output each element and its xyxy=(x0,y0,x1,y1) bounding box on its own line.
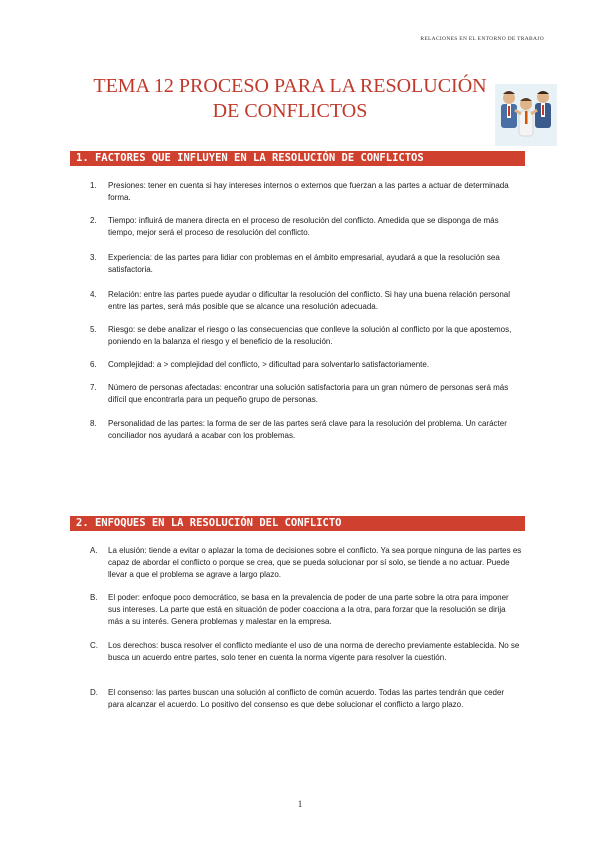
list-marker: 5. xyxy=(90,325,97,334)
list-item xyxy=(90,418,522,442)
list-marker: 8. xyxy=(90,419,97,428)
list-item xyxy=(90,180,522,204)
list-text: Riesgo: se debe analizar el riesgo o las consecuencias que conlleve la solución al conflicto por la que apostemos, poniendo en la balanza el riesgo y el beneficio de la resolución. xyxy=(108,325,512,346)
list-text: Los derechos: busca resolver el conflicto mediante el uso de una norma de derecho previamente establecida. No se busca un acuerdo entre partes, solo tener en cuenta la norma vigente para resolver la cuestión. xyxy=(108,641,520,662)
list-marker: 1. xyxy=(90,181,97,190)
list-text: Tiempo: influirá de manera directa en el proceso de resolución del conflicto. Amedida que se disponga de más tiempo, mejor será el proceso de resolución del conflicto. xyxy=(108,216,499,237)
list-marker: 6. xyxy=(90,360,97,369)
list-text: Presiones: tener en cuenta si hay intereses internos o externos que fuerzan a las partes a actuar de determinada forma. xyxy=(108,181,509,202)
title-line-2: DE CONFLICTOS xyxy=(212,100,368,122)
list-marker: 7. xyxy=(90,383,97,392)
list-text: Relación: entre las partes puede ayudar o dificultar la resolución del conflicto. Si hay una buena relación personal entre las partes, será más posible que se alcance una resolución adecuada. xyxy=(108,290,511,311)
list-marker: 2. xyxy=(90,216,97,225)
list-item xyxy=(90,289,522,313)
list-text: La elusión: tiende a evitar o aplazar la toma de decisiones sobre el conflicto. Ya sea porque ninguna de las partes es capaz de abordar el conflicto o porque se crea, que se pueda solucionar por sí solo, se tiende a no actuar. Puede llevar a que el problema se agrave a largo plazo. xyxy=(108,546,522,579)
list-marker: A. xyxy=(90,546,98,555)
list-item xyxy=(90,687,522,711)
list-item xyxy=(90,252,522,276)
list-marker: C. xyxy=(90,641,98,650)
page-title xyxy=(90,74,490,124)
list-text: El poder: enfoque poco democrático, se basa en la prevalencia de poder de una parte sobre la otra para imponer sus intereses. La parte que está en situación de poder coacciona a la otra, para forzar que la resolución se dirija más a su interés. Genera problemas y malestar en la empresa. xyxy=(108,593,509,626)
title-line-1: TEMA 12 PROCESO PARA LA RESOLUCIÓN xyxy=(93,75,487,97)
list-marker: 3. xyxy=(90,253,97,262)
section-heading-factores: 1. FACTORES QUE INFLUYEN EN LA RESOLUCIÓN DE CONFLICTOS xyxy=(70,151,525,166)
list-item xyxy=(90,359,522,371)
list-text: Experiencia: de las partes para lidiar con problemas en el ámbito empresarial, ayudará a que la resolución sea satisfactoria. xyxy=(108,253,500,274)
list-marker: B. xyxy=(90,593,98,602)
running-header: RELACIONES EN EL ENTORNO DE TRABAJO xyxy=(420,36,544,42)
list-marker: D. xyxy=(90,688,98,697)
list-text: Complejidad: a > complejidad del conflicto, > dificultad para solventarlo satisfactoriamente. xyxy=(108,360,430,369)
list-text: Personalidad de las partes: la forma de ser de las partes será clave para la resolución del problema. Un carácter conciliador nos ayudará a acabar con los problemas. xyxy=(108,419,507,440)
list-item xyxy=(90,545,522,581)
list-marker: 4. xyxy=(90,290,97,299)
list-item xyxy=(90,592,522,628)
list-item xyxy=(90,382,522,406)
list-text: El consenso: las partes buscan una solución al conflicto de común acuerdo. Todas las partes tendrán que ceder para alcanzar el acuerdo. Lo positivo del consenso es que debe solucionar el conflicto a largo plazo. xyxy=(108,688,505,709)
list-item xyxy=(90,640,522,664)
list-item xyxy=(90,324,522,348)
page-number: 1 xyxy=(297,799,303,809)
list-text: Número de personas afectadas: encontrar una solución satisfactoria para un gran número de personas será más difícil que encontrarla para un pequeño grupo de personas. xyxy=(108,383,509,404)
list-item xyxy=(90,215,522,239)
people-conflict-illustration xyxy=(495,84,557,146)
section-heading-enfoques: 2. ENFOQUES EN LA RESOLUCIÓN DEL CONFLICTO xyxy=(70,516,525,531)
